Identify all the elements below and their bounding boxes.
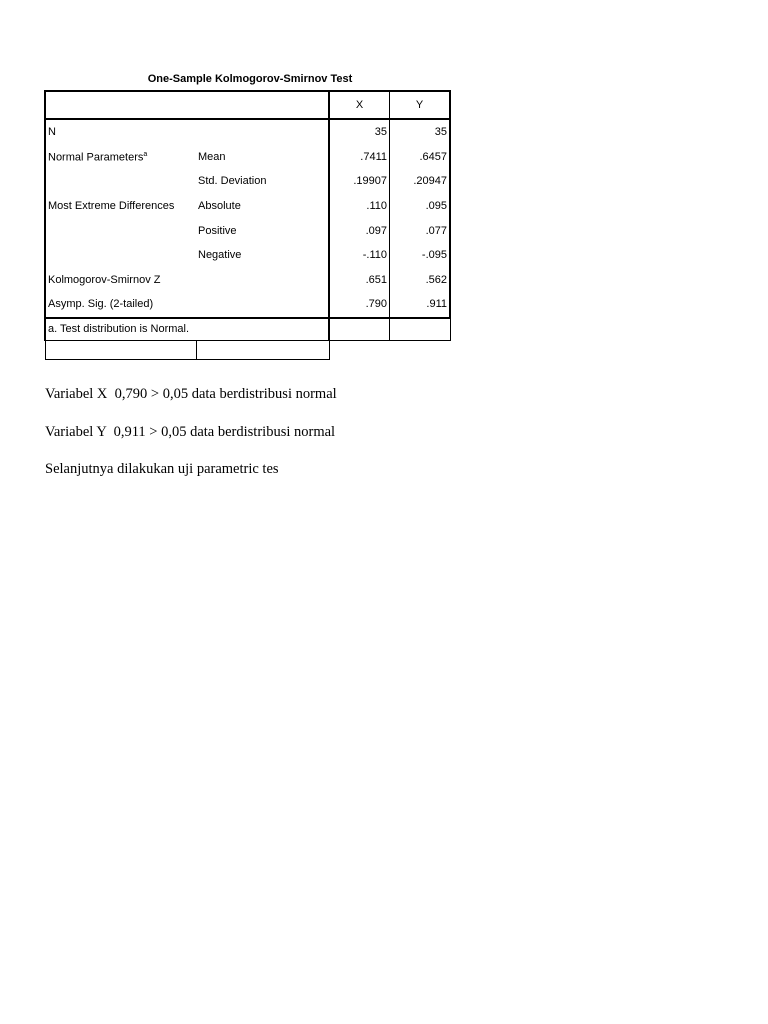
empty-cell bbox=[196, 340, 329, 359]
row-label bbox=[45, 243, 196, 268]
table-row bbox=[45, 119, 450, 145]
row-sublabel bbox=[196, 292, 329, 318]
result-paragraph-y: Variabel Y 0,911 > 0,05 data berdistribusi normal bbox=[45, 424, 336, 440]
footnote-marker: a bbox=[143, 150, 148, 158]
row-label: Kolmogorov-Smirnov Z bbox=[45, 268, 196, 293]
cell-x: .110 bbox=[329, 194, 390, 219]
header-blank-cell bbox=[45, 91, 329, 119]
footnote-row bbox=[45, 318, 450, 341]
cell-x: .19907 bbox=[329, 169, 390, 194]
table-row bbox=[45, 194, 450, 219]
cell-y: .077 bbox=[390, 218, 451, 243]
table-header-row bbox=[45, 91, 450, 119]
row-label-with-sup bbox=[45, 145, 196, 170]
cell-x: .7411 bbox=[329, 145, 390, 170]
result-paragraph-x: Variabel X 0,790 > 0,05 data berdistribusi normal bbox=[45, 386, 337, 402]
spacer-cell bbox=[390, 340, 451, 359]
row-sublabel bbox=[196, 119, 329, 145]
table-title: One-Sample Kolmogorov-Smirnov Test bbox=[147, 73, 353, 85]
cell-x: 35 bbox=[329, 119, 390, 145]
table-row bbox=[45, 145, 450, 170]
empty-cell bbox=[45, 340, 196, 359]
footnote-empty-x bbox=[329, 318, 390, 341]
table-row bbox=[45, 268, 450, 293]
row-sublabel: Absolute bbox=[198, 200, 241, 213]
ks-test-table bbox=[44, 90, 451, 360]
cell-y: .562 bbox=[390, 268, 451, 293]
table-row bbox=[45, 169, 450, 194]
row-label: Most Extreme Differences bbox=[45, 194, 196, 219]
row-label: Normal Parameters bbox=[48, 151, 144, 164]
row-label: Asymp. Sig. (2-tailed) bbox=[45, 292, 196, 318]
table-row bbox=[45, 243, 450, 268]
empty-row bbox=[45, 340, 450, 359]
cell-x: .097 bbox=[329, 218, 390, 243]
conclusion-paragraph: Selanjutnya dilakukan uji parametric tes bbox=[45, 461, 279, 477]
cell-y: .911 bbox=[390, 292, 451, 318]
row-sublabel bbox=[196, 268, 329, 293]
row-label bbox=[45, 169, 196, 194]
footnote-empty-y bbox=[390, 318, 451, 341]
row-sublabel: Negative bbox=[198, 249, 242, 262]
table-row bbox=[45, 292, 450, 318]
row-sublabel: Positive bbox=[198, 224, 237, 237]
cell-y: 35 bbox=[390, 119, 451, 145]
row-label bbox=[45, 218, 196, 243]
spacer-cell bbox=[329, 340, 390, 359]
cell-y: .6457 bbox=[390, 145, 451, 170]
column-header-y: Y bbox=[390, 91, 451, 119]
cell-y: .095 bbox=[390, 194, 451, 219]
column-header-x: X bbox=[329, 91, 390, 119]
table-row bbox=[45, 218, 450, 243]
row-sublabel: Mean bbox=[198, 150, 226, 163]
row-sublabel: Std. Deviation bbox=[198, 175, 267, 188]
footnote-text: a. Test distribution is Normal. bbox=[45, 318, 329, 341]
cell-y: .20947 bbox=[390, 169, 451, 194]
cell-x: .651 bbox=[329, 268, 390, 293]
cell-x: .790 bbox=[329, 292, 390, 318]
cell-x: -.110 bbox=[329, 243, 390, 268]
row-label: N bbox=[45, 119, 196, 145]
cell-y: -.095 bbox=[390, 243, 451, 268]
